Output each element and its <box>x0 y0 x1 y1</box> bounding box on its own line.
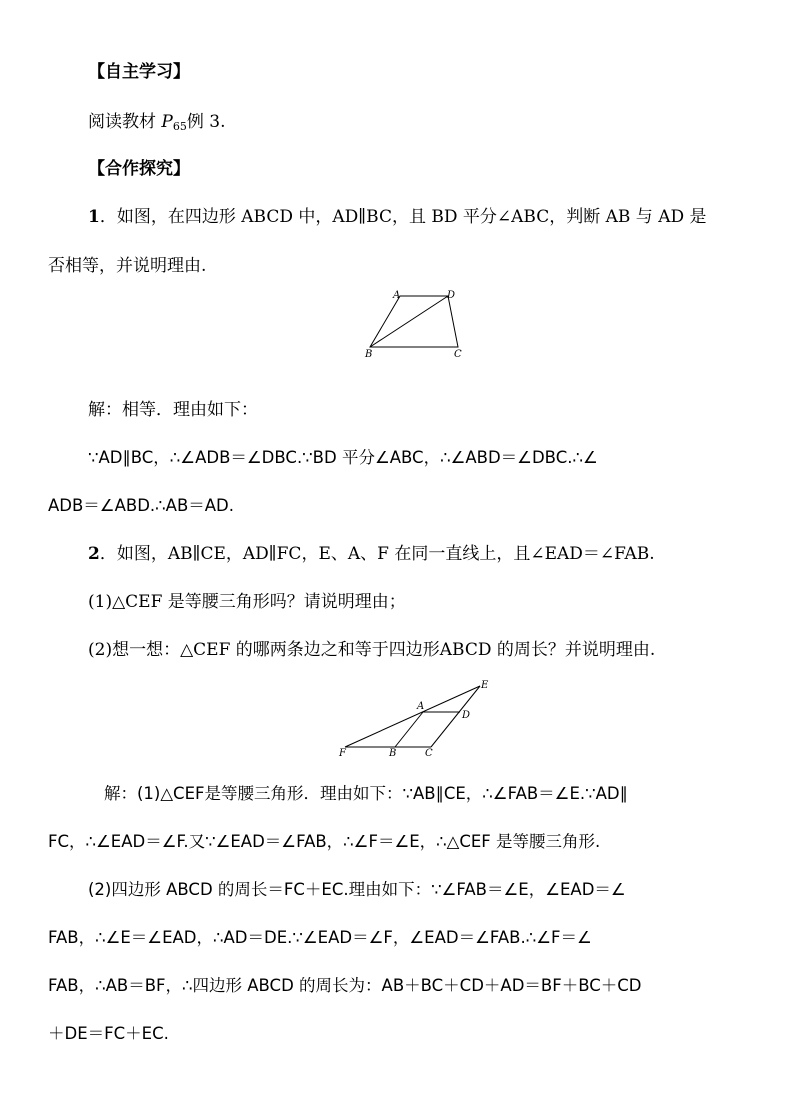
label-c: C <box>425 748 433 759</box>
label-d: D <box>447 290 456 301</box>
label-a: A <box>393 290 401 301</box>
label-a: A <box>417 701 425 712</box>
label-f: F <box>339 748 346 759</box>
label-b: B <box>389 748 397 759</box>
problem2-solution-line5: FAB，∴AB＝BF，∴四边形 ABCD 的周长为：AB＋BC＋CD＋AD＝BF＋BC＋CD <box>48 976 642 995</box>
line-ab <box>395 712 423 747</box>
problem2-number: 2 <box>88 544 100 564</box>
problem2-question2: (2)想一想：△CEF 的哪两条边之和等于四边形ABCD 的周长？并说明理由. <box>88 640 656 660</box>
reading-page-number: 65 <box>172 120 187 133</box>
problem1-text-line2: 否相等，并说明理由. <box>48 256 207 276</box>
label-c: C <box>454 349 462 360</box>
diagonal-bd <box>370 296 448 347</box>
line-ce <box>431 686 480 747</box>
reading-prefix: 阅读教材 <box>88 112 162 132</box>
label-d: D <box>462 710 471 721</box>
reading-suffix: 例 3. <box>186 112 226 132</box>
problem2-question1: (1)△CEF 是等腰三角形吗？请说明理由； <box>88 592 406 612</box>
reading-page: P <box>161 112 173 132</box>
problem1-text-line1 <box>88 205 707 229</box>
problem1-solution-line2: ∵AD∥BC，∴∠ADB＝∠DBC.∵BD 平分∠ABC，∴∠ABD＝∠DBC.∴∠ <box>88 448 598 467</box>
problem2-text: ．如图，AB∥CE，AD∥FC，E、A、F 在同一直线上，且∠EAD＝∠FAB. <box>99 544 655 564</box>
problem2-text-line1 <box>88 542 655 566</box>
problem1-solution-line3: ADB＝∠ABD.∴AB＝AD. <box>48 496 235 515</box>
problem2-solution-line1: 解：(1)△CEF是等腰三角形．理由如下：∵AB∥CE，∴∠FAB＝∠E.∵AD∥ <box>104 784 628 803</box>
problem1-text: ．如图，在四边形 ABCD 中，AD∥BC，且 BD 平分∠ABC，判断 AB 与 AD 是 <box>99 207 707 227</box>
self-study-heading: 【自主学习】 <box>88 62 190 82</box>
problem2-figure <box>335 676 500 762</box>
problem1-solution-line1: 解：相等．理由如下： <box>88 400 258 420</box>
problem1-figure <box>360 286 470 362</box>
trapezoid-abcd <box>370 296 458 347</box>
problem2-solution-line4: FAB，∴∠E＝∠EAD，∴AD＝DE.∵∠EAD＝∠F，∠EAD＝∠FAB.∴∠F＝∠ <box>48 928 592 947</box>
problem2-solution-line3: (2)四边形 ABCD 的周长＝FC＋EC.理由如下：∵∠FAB＝∠E，∠EAD＝∠ <box>88 880 626 899</box>
coop-heading: 【合作探究】 <box>88 159 190 179</box>
label-e: E <box>481 680 489 691</box>
label-b: B <box>365 349 373 360</box>
line-fe <box>345 686 480 747</box>
problem1-number: 1 <box>88 207 100 227</box>
reading-assignment <box>88 110 225 139</box>
problem2-solution-line6: ＋DE＝FC＋EC. <box>48 1024 169 1043</box>
problem2-solution-line2: FC，∴∠EAD＝∠F.又∵∠EAD＝∠FAB，∴∠F＝∠E，∴△CEF 是等腰三角形. <box>48 832 601 851</box>
